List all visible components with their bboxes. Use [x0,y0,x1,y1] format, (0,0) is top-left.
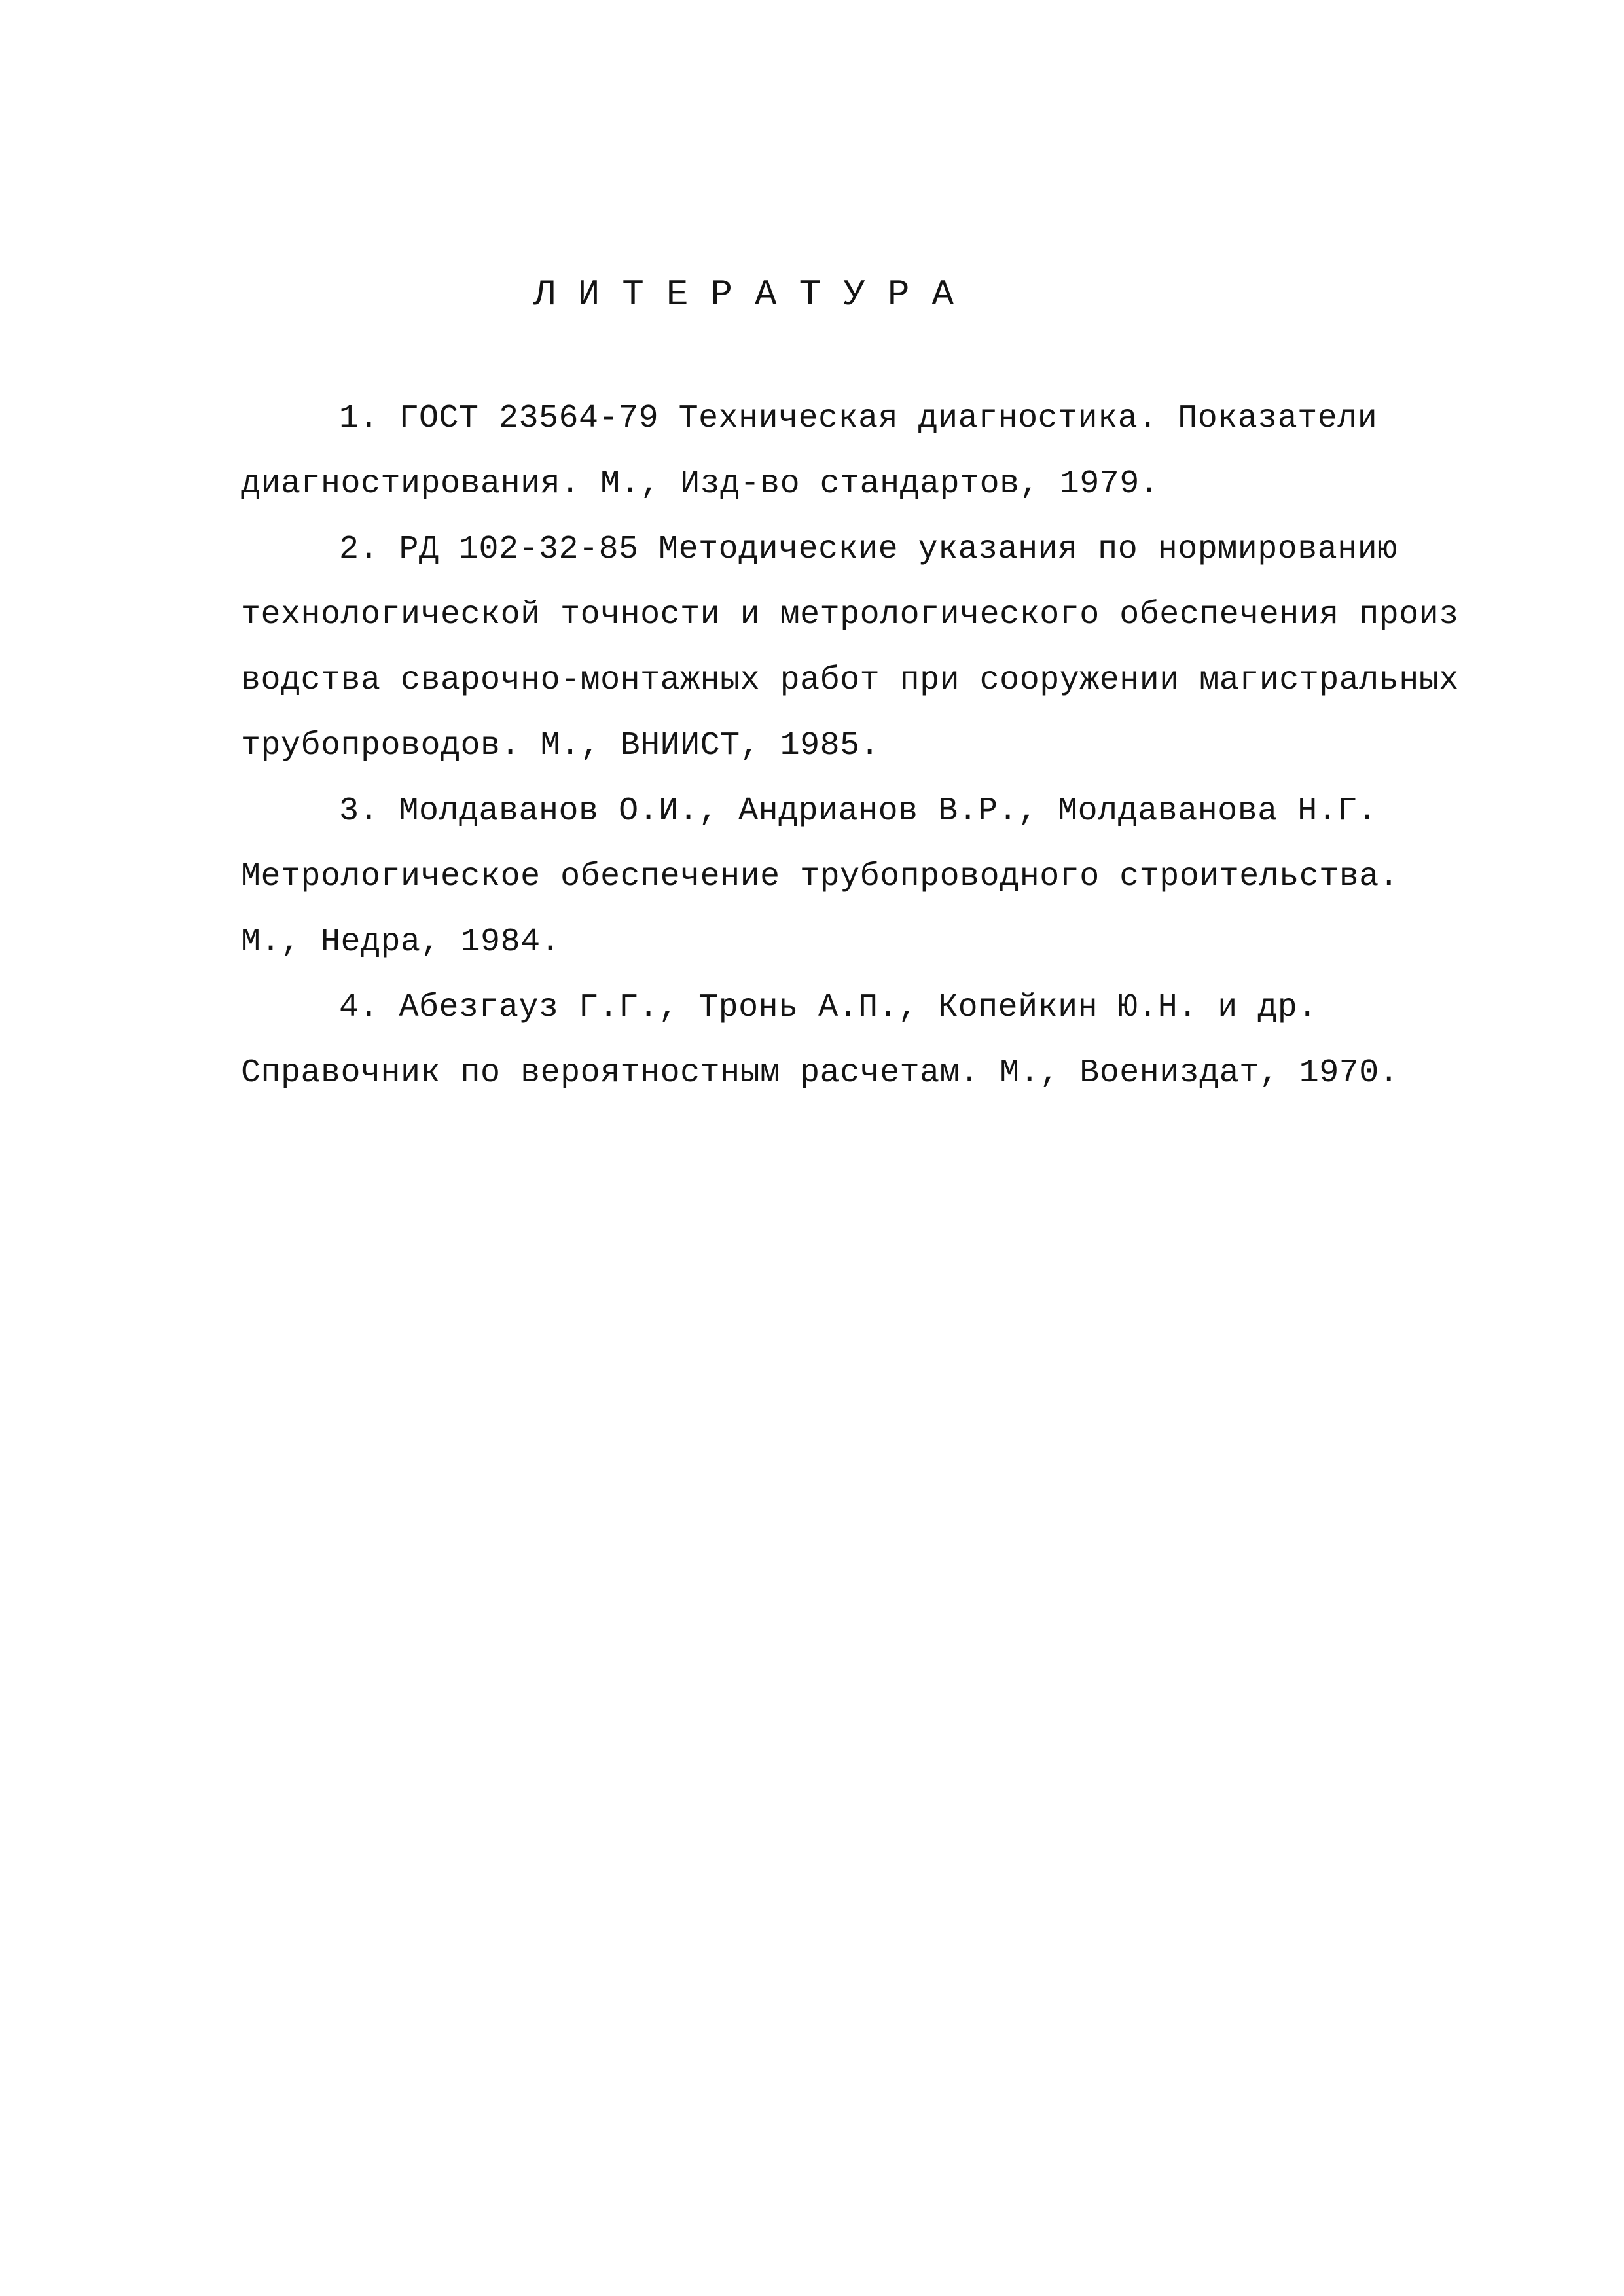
reference-line: Метрологическое обеспечение трубопроводного строительства. [241,858,1399,895]
reference-line: 4. Абезгауз Г.Г., Тронь А.П., Копейкин Ю.Н. и др. [339,989,1318,1026]
reference-line: 2. РД 102-32-85 Методические указания по нормированию [339,531,1398,568]
reference-item [241,517,1458,779]
reference-item [241,975,1458,1106]
reference-line: трубопроводов. М., ВНИИСТ, 1985. [241,727,880,764]
reference-line: М., Недра, 1984. [241,924,561,961]
reference-line: диагностирования. М., Изд-во стандартов, 1979. [241,465,1160,503]
reference-line: Справочник по вероятностным расчетам. М., Воениздат, 1970. [241,1054,1399,1092]
page-title: ЛИТЕРАТУРА [533,274,977,315]
reference-item [241,386,1458,517]
reference-line: технологической точности и метрологического обеспечения произ [241,596,1459,634]
reference-line: 3. Молдаванов О.И., Андрианов В.Р., Молдаванова Н.Г. [339,793,1378,830]
reference-list [241,386,1458,1106]
reference-line: водства сварочно-монтажных работ при сооружении магистральных [241,662,1459,699]
reference-line: 1. ГОСТ 23564-79 Техническая диагностика. Показатели [339,400,1378,437]
reference-item [241,779,1458,975]
